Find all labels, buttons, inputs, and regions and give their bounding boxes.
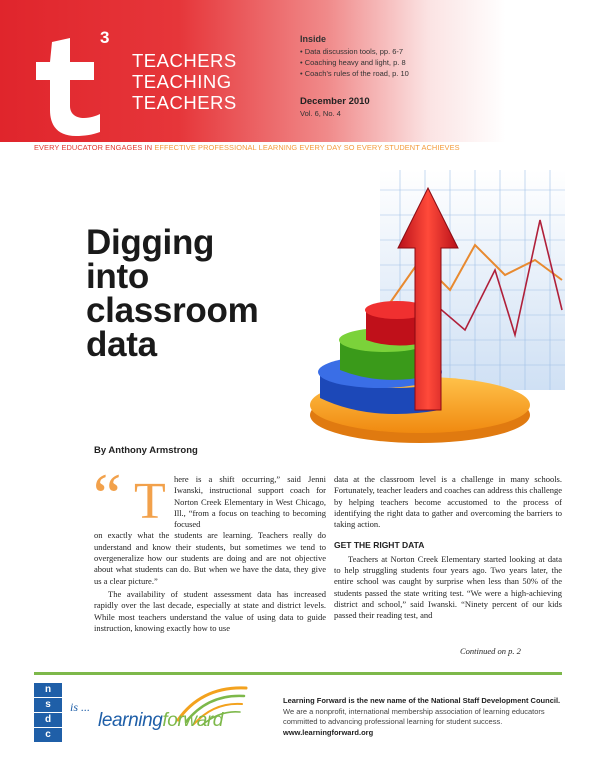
body-paragraph: Teachers at Norton Creek Elementary started looking at data to help struggling students four years ago. Two years later, the entire school was caught by surprise when less than 50% of the students passed the state writing test. “We were a high-achieving district and school,” said Iwanski. “Ninety percent of our kids passed their reading test, and	[334, 553, 562, 621]
learning-forward-logo	[98, 710, 223, 732]
section-heading: GET THE RIGHT DATA	[334, 540, 425, 551]
quote-mark-icon: “	[93, 460, 122, 531]
continued-link[interactable]: Continued on p. 2	[460, 646, 521, 656]
article-column-left	[94, 474, 326, 634]
masthead-banner	[0, 0, 595, 142]
footer-announcement: Learning Forward is the new name of the National Staff Development Council.	[283, 696, 561, 705]
lead-paragraph: here is a shift occurring,” said Jenni Iwanski, instructional support coach for Norton Creek Elementary in West Chicago, Ill., “from a focus on teaching to becoming focused	[174, 474, 326, 530]
tagline-part-1: EVERY EDUCATOR ENGAGES IN	[34, 143, 155, 152]
footer-description: We are a nonprofit, international membership association of learning educators committed to advancing professional learning for student success.	[283, 706, 545, 726]
nsdc-letter: s	[34, 698, 62, 712]
logo-superscript: 3	[100, 28, 110, 47]
mission-tagline	[34, 143, 460, 152]
nsdc-letter: c	[34, 728, 62, 742]
inside-item[interactable]: • Coaching heavy and light, p. 8	[300, 58, 406, 67]
masthead-line-2: TEACHING	[132, 71, 232, 92]
title-line: into	[86, 257, 149, 296]
body-paragraph: data at the classroom level is a challenge in many schools. Fortunately, teacher leaders and coaches can address this challenge by helping teachers become accustomed to the process of identifying the right data to gather and overcoming the barriers to taking action.	[334, 474, 562, 530]
inside-item[interactable]: • Coach’s rules of the road, p. 10	[300, 69, 409, 78]
growth-chart-illustration-icon	[300, 160, 570, 450]
issue-date: December 2010	[300, 96, 370, 107]
issue-volume: Vol. 6, No. 4	[300, 109, 341, 118]
title-line: data	[86, 325, 157, 364]
article-title	[86, 223, 259, 364]
footer-url-link[interactable]: www.learningforward.org	[283, 727, 374, 737]
t3-logo-icon	[30, 36, 122, 136]
masthead-line-1: TEACHERS	[132, 50, 237, 71]
inside-heading: Inside	[300, 34, 327, 44]
title-line: classroom	[86, 291, 259, 330]
drop-cap: T	[134, 473, 166, 530]
footer-info	[283, 696, 563, 738]
masthead-line-3: TEACHERS	[132, 92, 237, 113]
byline: By Anthony Armstrong	[94, 445, 198, 456]
title-line: Digging	[86, 223, 215, 262]
nsdc-logo	[34, 683, 62, 741]
logo-word-learning: learning	[98, 710, 163, 731]
article-column-right	[334, 474, 562, 622]
logo-word-forward: forward	[162, 710, 223, 731]
body-paragraph: The availability of student assessment data has increased rapidly over the last decade, especially at state and district levels. While most teachers understand the value of using data to guide instruction, knowing exactly how to use	[94, 588, 326, 633]
tagline-part-2: EFFECTIVE PROFESSIONAL LEARNING EVERY DAY SO EVERY STUDENT ACHIEVES	[154, 143, 460, 152]
is-connector: is ...	[70, 700, 91, 714]
lead-paragraph-continued: on exactly what the students are learning. Teachers really do understand and know their students, but sometimes we tend to overgeneralize how our students are doing and are not objective about what students can do. But when we have the data, they give us a clear picture.”	[94, 530, 326, 586]
footer-divider	[34, 672, 562, 675]
inside-item[interactable]: • Data discussion tools, pp. 6-7	[300, 47, 404, 56]
inside-contents	[300, 34, 490, 79]
publication-title	[132, 50, 237, 113]
nsdc-letter: d	[34, 713, 62, 727]
nsdc-letter: n	[34, 683, 62, 697]
